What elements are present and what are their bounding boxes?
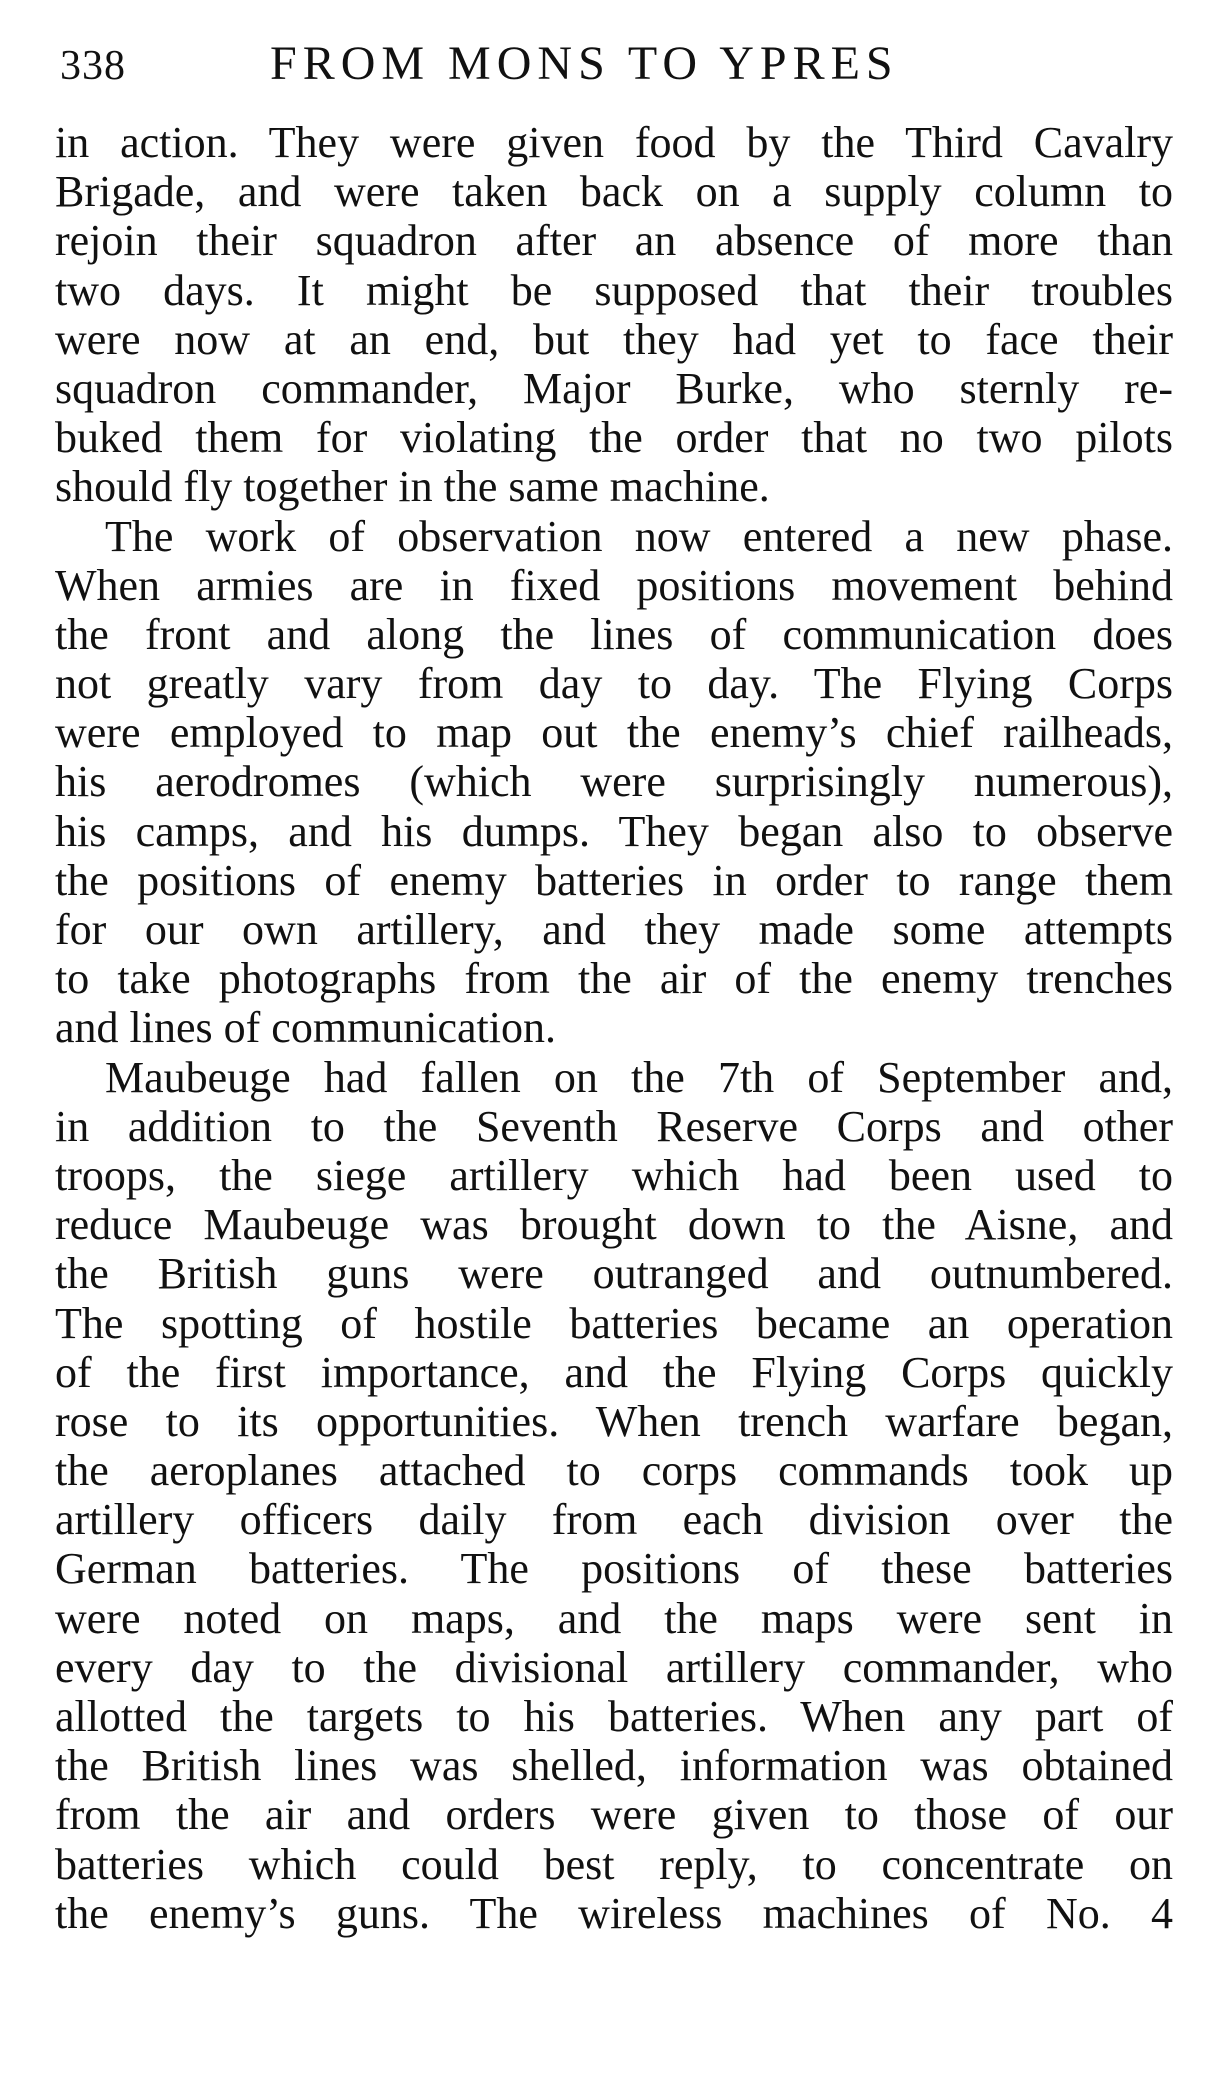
text-line: in action. They were given food by the Third Cavalry — [55, 118, 1173, 167]
text-line: of the first importance, and the Flying Corps quickly — [55, 1347, 1173, 1397]
text-line: in addition to the Seventh Reserve Corps and other — [55, 1101, 1173, 1151]
text-line: were employed to map out the enemy’s chief railheads, — [55, 708, 1173, 758]
text-line: the British lines was shelled, information was obtained — [55, 1741, 1173, 1791]
text-line: the positions of enemy batteries in order to range them — [55, 855, 1173, 905]
text-line: every day to the divisional artillery commander, who — [55, 1642, 1173, 1692]
text-line: not greatly vary from day to day. The Flying Corps — [55, 659, 1173, 709]
text-line: the aeroplanes attached to corps commands took up — [55, 1446, 1173, 1496]
text-line: The spotting of hostile batteries became an operation — [55, 1298, 1173, 1348]
text-line: rose to its opportunities. When trench warfare began, — [55, 1396, 1173, 1446]
paragraph-1 — [55, 118, 1173, 512]
text-line: buked them for violating the order that no two pilots — [55, 413, 1173, 463]
text-line: two days. It might be supposed that their troubles — [55, 265, 1173, 315]
text-line: were now at an end, but they had yet to face their — [55, 314, 1173, 364]
text-line: allotted the targets to his batteries. When any part of — [55, 1692, 1173, 1741]
page-number: 338 — [60, 43, 126, 89]
text-line: and lines of communication. — [55, 1003, 556, 1053]
text-line: from the air and orders were given to those of our — [55, 1790, 1173, 1840]
text-line: the British guns were outranged and outnumbered. — [55, 1249, 1173, 1299]
text-line: artillery officers daily from each division over the — [55, 1495, 1173, 1545]
body-text — [55, 118, 1173, 1938]
text-line: German batteries. The positions of these batteries — [55, 1544, 1173, 1594]
paragraph-3 — [55, 1053, 1173, 1938]
paragraph-2 — [55, 512, 1173, 1053]
text-line: rejoin their squadron after an absence of more than — [55, 216, 1173, 266]
text-line: batteries which could best reply, to concentrate on — [55, 1839, 1173, 1889]
text-line: The work of observation now entered a new phase. — [105, 511, 1173, 561]
text-line: the enemy’s guns. The wireless machines of No. 4 — [55, 1888, 1173, 1938]
text-line: When armies are in fixed positions movement behind — [55, 560, 1173, 610]
text-line: his camps, and his dumps. They began also to observe — [55, 806, 1173, 856]
text-line: squadron commander, Major Burke, who sternly re- — [55, 363, 1173, 413]
text-line: Maubeuge had fallen on the 7th of September and, — [105, 1052, 1173, 1102]
text-line: to take photographs from the air of the enemy trenches — [55, 954, 1173, 1004]
text-line: for our own artillery, and they made some attempts — [55, 905, 1173, 954]
text-line: reduce Maubeuge was brought down to the Aisne, and — [55, 1200, 1173, 1250]
text-line: should fly together in the same machine. — [55, 462, 770, 512]
running-title: FROM MONS TO YPRES — [270, 37, 899, 90]
text-line: his aerodromes (which were surprisingly numerous), — [55, 757, 1173, 807]
text-line: were noted on maps, and the maps were sent in — [55, 1593, 1173, 1643]
text-line: troops, the siege artillery which had been used to — [55, 1150, 1173, 1200]
text-line: the front and along the lines of communication does — [55, 609, 1173, 659]
text-line: Brigade, and were taken back on a supply column to — [55, 167, 1173, 217]
running-head — [60, 36, 1175, 96]
